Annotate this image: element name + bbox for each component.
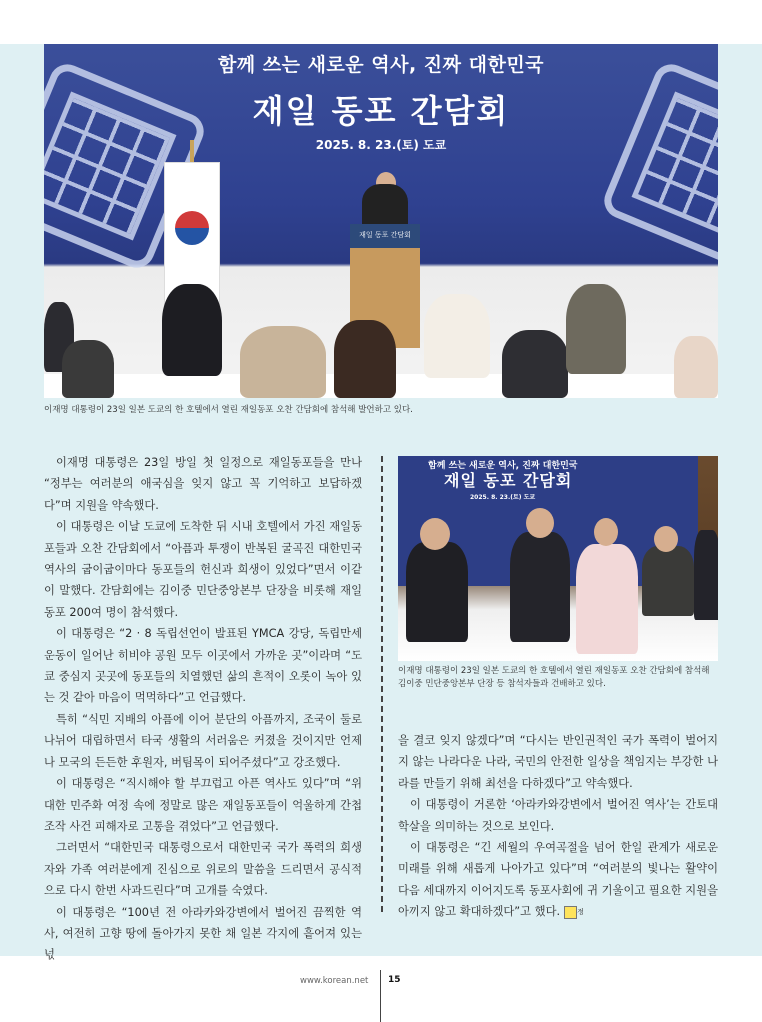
podium-label: 재일 동포 간담회 xyxy=(359,231,411,239)
paragraph: 을 결코 잊지 않겠다”며 “다시는 반인권적인 국가 폭력이 벌어지지 않는 나라다운 나라, 국민의 안전한 일상을 책임지는 부강한 나라를 만들기 위해 최선을 다하겠다”고 약속했다. xyxy=(398,734,718,790)
paragraph: 이 대통령은 이날 도쿄에 도착한 뒤 시내 호텔에서 가진 재일동포들과 오찬 간담회에서 “아픔과 투쟁이 반복된 굴곡진 대한민국 역사의 굽이굽이마다 동포들의 헌신과 희생이 있었다”면서 이같이 말했다. 간담회에는 김이중 민단중앙본부 단장을 비롯해 재일동포 200여 명이 참석했다. xyxy=(44,520,362,619)
guest-figure xyxy=(240,326,326,398)
column-divider xyxy=(381,456,383,912)
guest-figure xyxy=(424,294,490,378)
person-figure xyxy=(576,544,638,654)
guest-figure xyxy=(566,284,626,374)
paragraph: 이 대통령은 “100년 전 아라카와강변에서 벌어진 끔찍한 역사, 여전히 고향 땅에 돌아가지 못한 채 일본 각지에 흩어져 있는 넋 xyxy=(44,905,362,962)
paragraph: 특히 “식민 지배의 아픔에 이어 분단의 아픔까지, 조국이 둘로 나뉘어 대립하면서 타국 생활의 서러움은 커졌을 것이지만 언제나 모국의 든든한 후원자, 버팀목이 되어주셨다”고 강조했다. xyxy=(44,712,362,769)
person-figure xyxy=(510,532,570,642)
guest-figure xyxy=(674,336,718,398)
person-head xyxy=(420,518,450,550)
page-number: 15 xyxy=(388,975,401,985)
person-head xyxy=(654,526,678,552)
photo2-banner-date: 2025. 8. 23.(토) 도쿄 xyxy=(470,494,536,501)
footer-separator xyxy=(380,970,381,1022)
person-figure xyxy=(406,542,468,642)
paragraph-text: 이 대통령은 “긴 세월의 우여곡절을 넘어 한일 관계가 새로운 미래를 위해 새롭게 나아가고 있다”며 “여러분의 빛나는 활약이 다음 세대까지 이어지도록 동포사회에 귀 기울이고 필요한 지원을 아끼지 않고 확대하겠다”고 했다. xyxy=(398,841,718,919)
end-mark-icon: 정 xyxy=(564,906,577,919)
paragraph: 이 대통령은 “직시해야 할 부끄럽고 아픈 역사도 있다”며 “위대한 민주화 여정 속에 정말로 많은 재일동포들이 억울하게 간첩 조작 사건 피해자로 고통을 겪었다”고 언급했다. xyxy=(44,777,362,833)
person-figure xyxy=(694,530,718,620)
paragraph xyxy=(398,837,718,923)
person-figure xyxy=(642,546,694,616)
paragraph: 이 대통령은 “2 · 8 독립선언이 발표된 YMCA 강당, 독립만세 운동이 일어난 히비야 공원 모두 이곳에서 가까운 곳”이라며 “도쿄 중심지 곳곳에 동포들의 치열했던 삶의 흔적이 오롯이 녹아 있는 것 같아 마음이 먹먹하다”고 언급했다. xyxy=(44,627,362,705)
speaker-figure xyxy=(362,184,408,228)
toast-photo xyxy=(398,456,718,661)
guest-figure xyxy=(334,320,396,398)
article-left-column xyxy=(44,452,362,966)
photo2-banner-subtitle: 함께 쓰는 새로운 역사, 진짜 대한민국 xyxy=(428,461,578,471)
toast-photo-caption: 이재명 대통령이 23일 일본 도쿄의 한 호텔에서 열린 재일동포 오찬 간담회에 참석해 김이중 민단중앙본부 단장 등 참석자들과 건배하고 있다. xyxy=(398,666,710,689)
guest-figure xyxy=(62,340,114,398)
banner-subtitle: 함께 쓰는 새로운 역사, 진짜 대한민국 xyxy=(217,54,545,76)
banner-date: 2025. 8. 23.(토) 도쿄 xyxy=(315,138,447,152)
person-head xyxy=(526,508,554,538)
main-photo xyxy=(44,44,718,398)
banner-title: 재일 동포 간담회 xyxy=(252,92,510,130)
paragraph: 그러면서 “대한민국 대통령으로서 대한민국 국가 폭력의 희생자와 가족 여러분에게 진심으로 위로의 말씀을 드리면서 공식적으로 다시 한번 사과드린다”며 고개를 숙였다. xyxy=(44,841,362,898)
paragraph: 이재명 대통령은 23일 방일 첫 일정으로 재일동포들을 만나 “정부는 여러분의 애국심을 잊지 않고 꼭 기억하고 보답하겠다”며 지원을 약속했다. xyxy=(44,456,362,512)
photo2-banner-title: 재일 동포 간담회 xyxy=(444,471,573,490)
footer-url: www.korean.net xyxy=(300,976,369,986)
guest-figure xyxy=(162,284,222,376)
article-right-column xyxy=(398,730,718,923)
person-head xyxy=(594,518,618,546)
paragraph: 이 대통령이 거론한 ‘아라카와강변에서 벌어진 역사’는 간토대학살을 의미하는 것으로 보인다. xyxy=(398,798,718,833)
main-photo-caption: 이재명 대통령이 23일 일본 도쿄의 한 호텔에서 열린 재일동포 오찬 간담회에 참석해 발언하고 있다. xyxy=(44,405,413,415)
guest-figure xyxy=(502,330,568,398)
